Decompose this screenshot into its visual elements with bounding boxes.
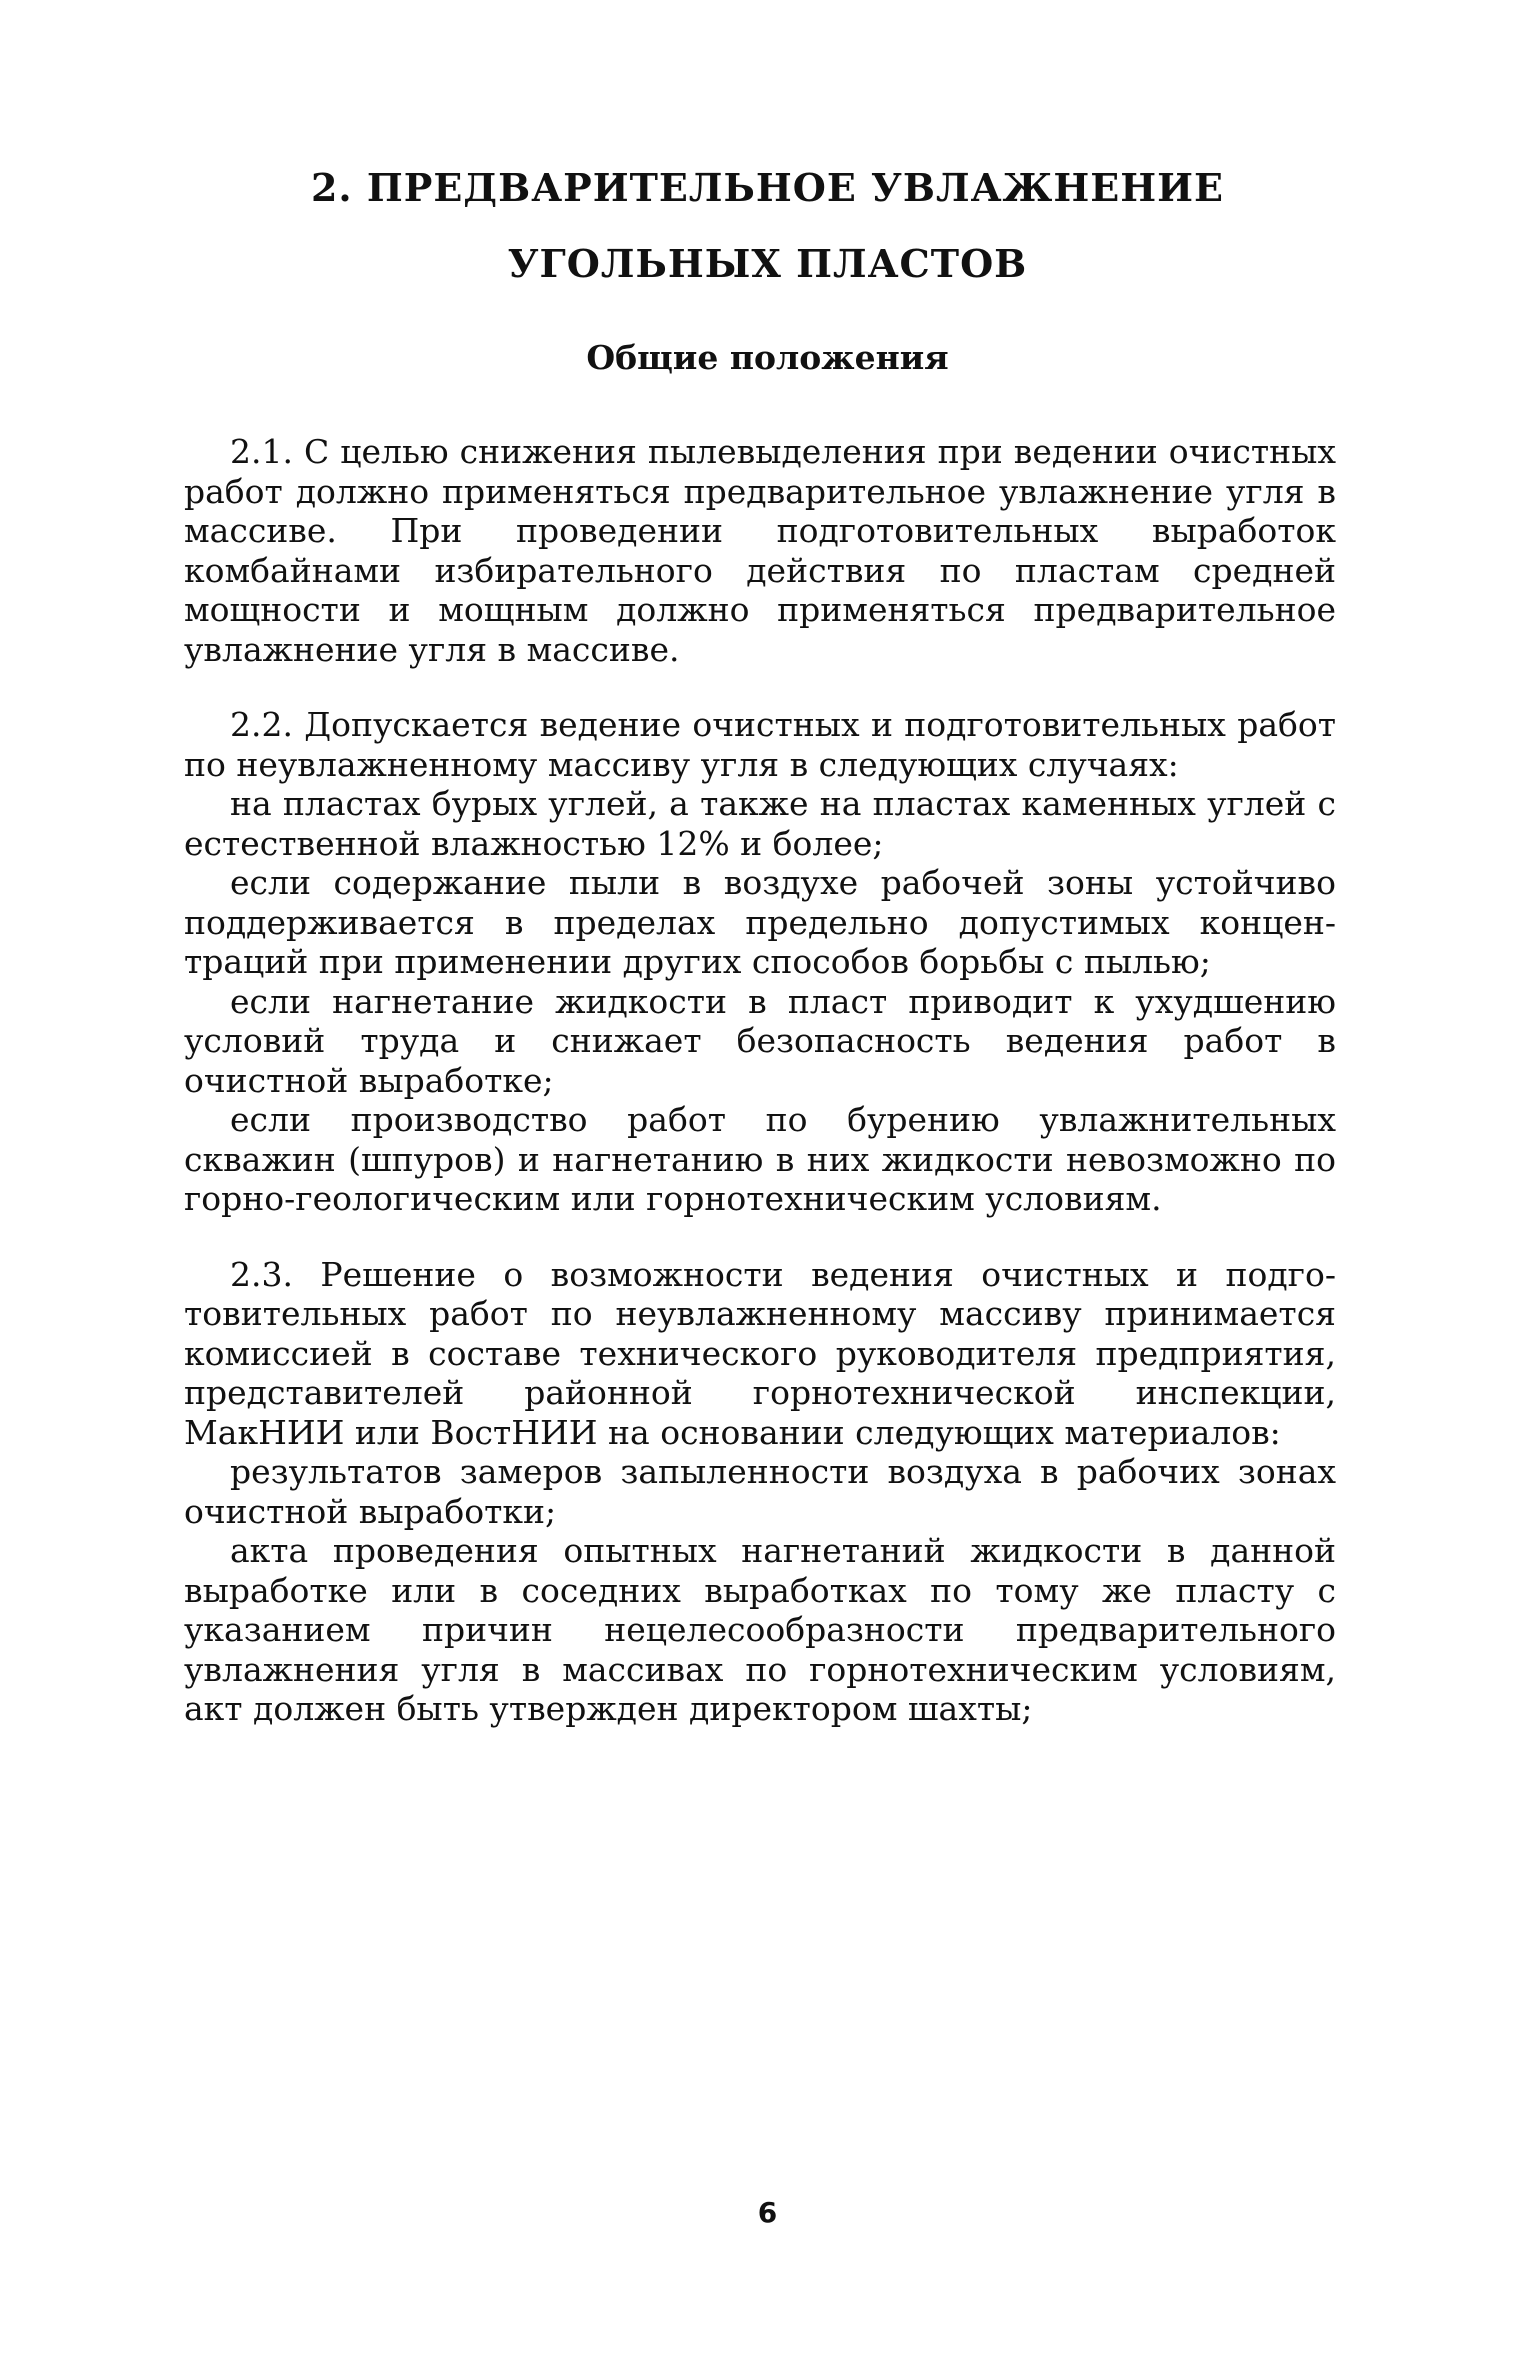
paragraph-2-2: 2.2. Допускается ведение очистных и подготовительных работ по неувлажненному массиву угля в следующих случаях: (184, 705, 1336, 784)
section-title: Общие положения (586, 338, 949, 377)
paragraph-2-3: 2.3. Решение о возможности ведения очистных и подготовительных работ по неувлажненному массиву принимается комиссией в составе технического руководителя предприятия, представителей районной горнотехнической инспекции, МакНИИ или ВостНИИ на основании следующих материалов: (184, 1254, 1336, 1452)
chapter-title-line-1: 2. ПРЕДВАРИТЕЛЬНОЕ УВЛАЖНЕНИЕ (310, 165, 1225, 210)
list-item-drilling: если производство работ по бурению увлажнительных скважин (шпуров) и нагнетанию в них жидкости невозможно по горно-геологическим или горнотехническим условиям. (184, 1100, 1336, 1218)
page-number: 6 (757, 2196, 778, 2229)
list-item-dust-content: если содержание пыли в воздухе рабочей зоны устойчиво поддерживается в пределах предельно допустимых концентраций при применении других способов борьбы с пылью; (184, 863, 1336, 981)
list-item-brown-coal: на пластах бурых углей, а также на пластах каменных углей с естественной влажностью 12% и более; (184, 784, 1336, 863)
paragraph-2-1: 2.1. С целью снижения пылевыделения при ведении очистных работ должно применяться предварительное увлажнение угля в массиве. При проведении подготовительных выработок комбайнами избирательного действия по пластам средней мощности и мощным должно применяться предварительное увлажнение угля в массиве. (184, 432, 1336, 669)
list-item-injection-act: акта проведения опытных нагнетаний жидкости в данной выработке или в соседних выработках по тому же пласту с указанием причин нецелесообразности предварительного увлажнения угля в массивах по горнотехническим условиям, акт должен быть утвержден директором шахты; (184, 1531, 1336, 1728)
chapter-title-line-2: УГОЛЬНЫХ ПЛАСТОВ (507, 241, 1028, 286)
body-text (184, 432, 1336, 1729)
heading-block (0, 150, 1535, 378)
list-item-liquid-injection: если нагнетание жидкости в пласт приводит к ухудшению условий труда и снижает безопасность ведения работ в очистной выработке; (184, 981, 1336, 1100)
list-item-dust-measurements: результатов замеров запыленности воздуха в рабочих зонах очистной выработки; (184, 1452, 1336, 1531)
